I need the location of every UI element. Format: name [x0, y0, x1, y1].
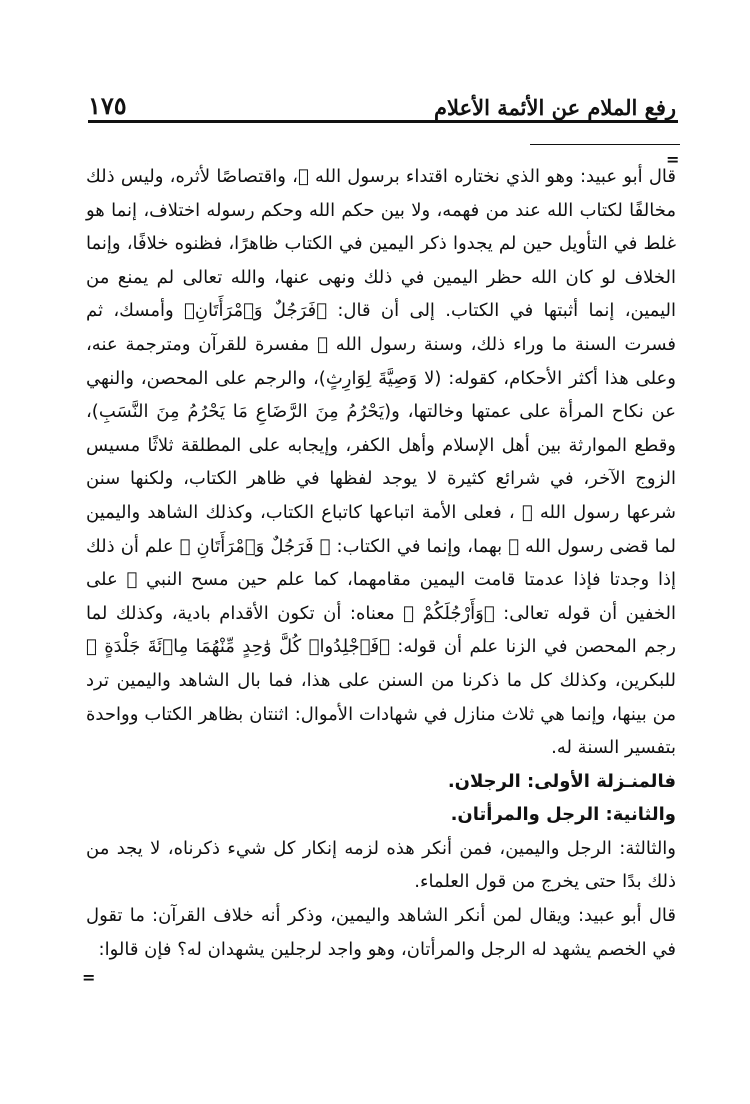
page-number: ١٧٥ [88, 91, 127, 120]
footnote-separator [530, 144, 680, 145]
paragraph-third-rank: والثالثة: الرجل واليمين، فمن أنكر هذه لزمه إنكار كل شيء ذكرناه، لا يجد من ذلك بدًا حتى يخرج من قول العلماء. [86, 837, 676, 893]
paragraph-abu-ubaid-2: قال أبو عبيد: ويقال لمن أنكر الشاهد واليمين، وذكر أنه خلاف القرآن: ما تقول في الخصم يشهد له الرجل والمرأتان، وهو واجد لرجلين يشهدان له؟ فإن قالوا: [86, 905, 676, 960]
continuation-mark-bottom: = [82, 968, 96, 987]
paragraph-second-rank: والثانية: الرجل والمرأتان. [450, 804, 676, 826]
paragraph-first-rank: فالمنـزلة الأولى: الرجلان. [447, 770, 676, 792]
header-rule [88, 120, 678, 123]
continuation-mark-top: = [666, 150, 680, 169]
running-title: رفع الملام عن الأئمة الأعلام [434, 95, 676, 120]
page-header [88, 86, 676, 122]
paragraph-abu-ubaid-1: قال أبو عبيد: وهو الذي نختاره اقتداء برسول الله ﷺ، واقتصاصًا لأثره، وليس ذلك مخالفًا لكتاب الله عند من فهمه، ولا بين حكم الله وحكم رسوله اختلاف، إنما هو غلط في التأويل حين لم يجدوا ذكر اليمين في الكتاب ظاهرًا، فظنوه خلافًا، وإنما الخلاف لو كان الله حظر اليمين في ذلك ونهى عنها، والله تعالى لم يمنع من اليمين، إنما أثبتها في الكتاب. إلى أن قال: ﴿فَرَجُلٌ وَٱمْرَأَتَانِ﴾ وأمسك، ثم فسرت السنة ما وراء ذلك، وسنة رسول الله ﷺ مفسرة للقرآن ومترجمة عنه، وعلى هذا أكثر الأحكام، كقوله: (لا وَصِيَّةَ لِوَارِثٍ)، والرجم على المحصن، والنهي عن نكاح المرأة على عمتها وخالتها، و(يَحْرُمُ مِنَ الرَّضَاعِ مَا يَحْرُمُ مِنَ النَّسَبِ)، وقطع الموارثة بين أهل الإسلام وأهل الكفر، وإيجابه على المطلقة ثلاثًا مسيس الزوج الآخر، في شرائع كثيرة لا يوجد لفظها في ظاهر الكتاب، ولكنها سنن شرعها رسول الله ﷺ ، فعلى الأمة اتباعها كاتباع الكتاب، وكذلك الشاهد واليمين لما قضى رسول الله ﷺ بهما، وإنما في الكتاب: ﴿ فَرَجُلٌ وَٱمْرَأَتَانِ ﴾ علم أن ذلك إذا وجدتا فإذا عدمتا قامت اليمين مقامهما، كما علم حين مسح النبي ﷺ على الخفين أن قوله تعالى: ﴿وَأَرْجُلَكُمْ ﴾ معناه: أن تكون الأقدام بادية، وكذلك لما رجم المحصن في الزنا علم أن قوله: ﴿فَٱجْلِدُوا۟ كُلَّ وَٰحِدٍ مِّنْهُمَا مِا۟ئَةَ جَلْدَةٍ ﴾ للبكرين، وكذلك كل ما ذكرنا من السنن على هذا، فما بال الشاهد واليمين ترد من بينها، وإنما هي ثلاث منازل في شهادات الأموال: اثنتان بظاهر الكتاب وواحدة بتفسير السنة له. [86, 166, 676, 759]
footnote-body [86, 160, 676, 966]
